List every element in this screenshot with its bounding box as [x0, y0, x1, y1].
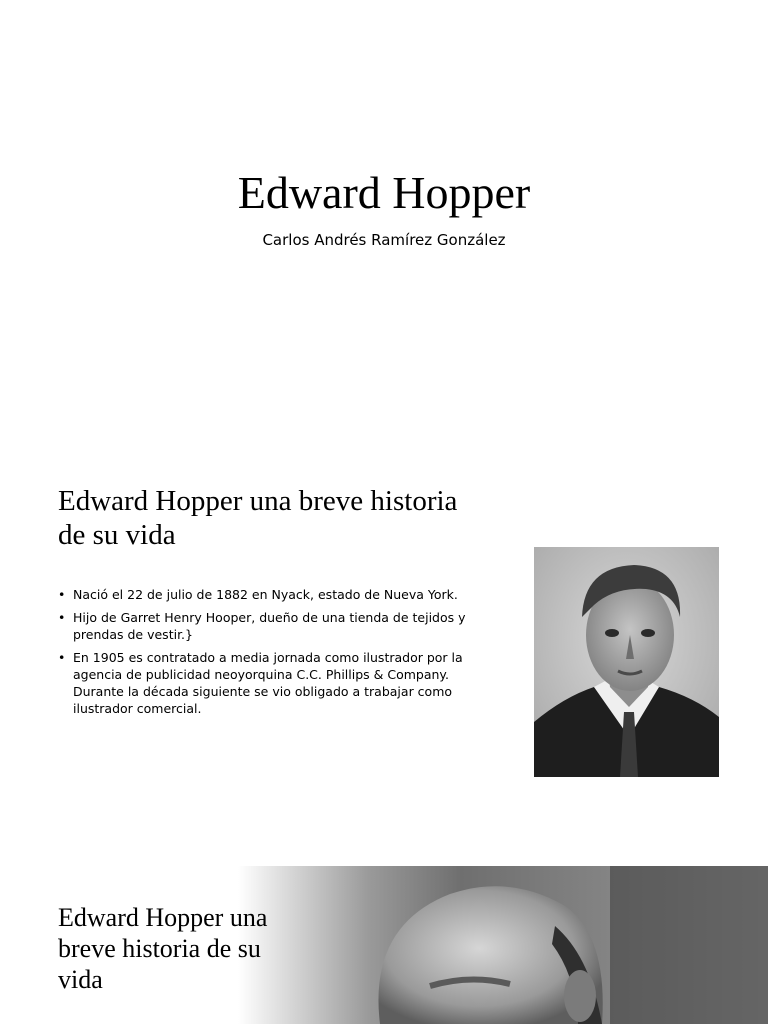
list-item	[58, 609, 478, 643]
portrait-photo-icon	[340, 866, 768, 1024]
slide-title: Edward Hopper	[237, 167, 531, 218]
bullet-list	[58, 586, 478, 723]
bullet-icon: •	[58, 587, 66, 602]
bullet-icon: •	[58, 650, 66, 665]
list-item	[58, 586, 478, 603]
bullet-icon: •	[58, 610, 66, 625]
list-item-text: En 1905 es contratado a media jornada como ilustrador por la agencia de publicidad neoyorquina C.C. Phillips & Company. Durante la década siguiente se vio obligado a trabajar como ilustrador comercial.	[73, 650, 463, 716]
portrait-photo-icon	[534, 547, 719, 777]
list-item-text: Nació el 22 de julio de 1882 en Nyack, estado de Nueva York.	[73, 587, 458, 602]
biography-slide	[0, 432, 768, 864]
title-slide	[0, 0, 768, 432]
slide-heading: Edward Hopper una breve historia de su vida	[58, 485, 458, 551]
biography-slide-alt	[0, 866, 768, 1024]
slide-subtitle: Carlos Andrés Ramírez González	[262, 231, 506, 249]
slide-heading: Edward Hopper una breve historia de su vida	[58, 903, 268, 994]
list-item	[58, 649, 478, 717]
list-item-text: Hijo de Garret Henry Hooper, dueño de una tienda de tejidos y prendas de vestir.}	[73, 610, 466, 642]
